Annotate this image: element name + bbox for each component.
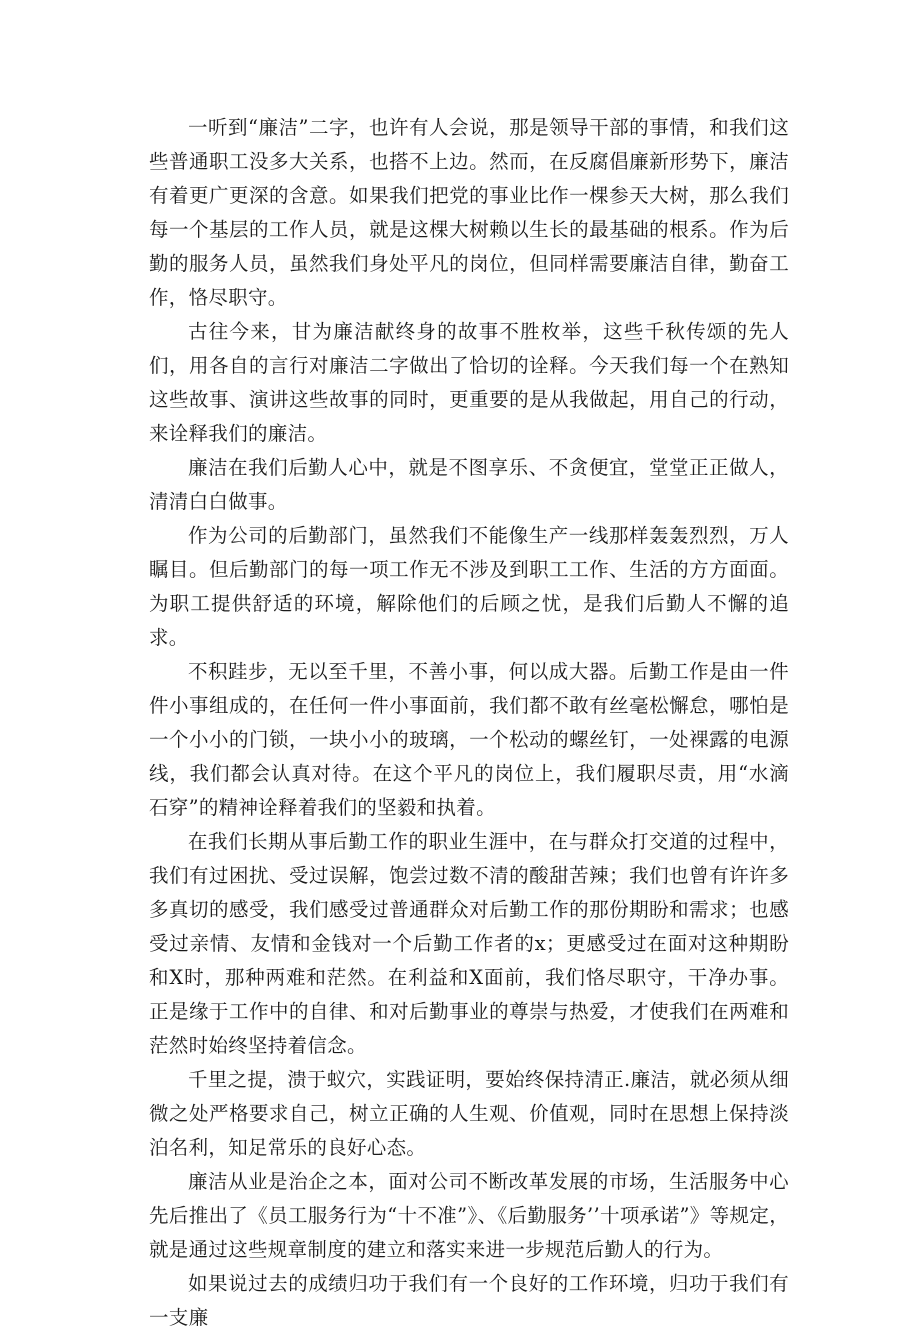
document-body bbox=[149, 111, 789, 1335]
paragraph-1: 一听到“廉洁”二字，也许有人会说，那是领导干部的事情，和我们这些普通职工没多大关系，也搭不上边。然而，在反腐倡廉新形势下，廉洁有着更广更深的含意。如果我们把党的事业比作一棵参天大树，那么我们每一个基层的工作人员，就是这棵大树赖以生长的最基础的根系。作为后勤的服务人员，虽然我们身处平凡的岗位，但同样需要廉洁自律，勤奋工作，恪尽职守。 bbox=[149, 116, 789, 309]
paragraph-5: 不积跬步，无以至千里，不善小事，何以成大器。后勤工作是由一件件小事组成的，在任何一件小事面前，我们都不敢有丝毫松懈怠，哪怕是一个小小的门锁，一块小小的玻璃，一个松动的螺丝钉，一处裸露的电源线，我们都会认真对待。在这个平凡的岗位上，我们履职尽责，用“水滴石穿”的精神诠释着我们的坚毅和执着。 bbox=[149, 660, 789, 819]
paragraph-7: 千里之提，溃于蚁穴，实践证明，要始终保持清正.廉洁，就必须从细微之处严格要求自己，树立正确的人生观、价值观，同时在思想上保持淡泊名利，知足常乐的良好心态。 bbox=[149, 1068, 789, 1159]
paragraph-8: 廉洁从业是治企之本，面对公司不断改革发展的市场，生活服务中心先后推出了《员工服务行为“十不准”》、《后勤服务’’十项承诺”》等规定，就是通过这些规章制度的建立和落实来进一步规范后勤人的行为。 bbox=[149, 1170, 789, 1261]
paragraph-6: 在我们长期从事后勤工作的职业生涯中，在与群众打交道的过程中，我们有过困扰、受过误解，饱尝过数不清的酸甜苦辣；我们也曾有许许多多真切的感受，我们感受过普通群众对后勤工作的那份期盼和需求；也感受过亲情、友情和金钱对一个后勤工作者的x；更感受过在面对这种期盼和X时，那种两难和茫然。在利益和X面前，我们恪尽职守，干净办事。正是缘于工作中的自律、和对后勤事业的尊崇与热爱，才使我们在两难和茫然时始终坚持着信念。 bbox=[149, 830, 789, 1057]
paragraph-3: 廉洁在我们后勤人心中，就是不图享乐、不贪便宜，堂堂正正做人，清清白白做事。 bbox=[149, 456, 789, 513]
paragraph-4: 作为公司的后勤部门，虽然我们不能像生产一线那样轰轰烈烈，万人瞩目。但后勤部门的每一项工作无不涉及到职工工作、生活的方方面面。为职工提供舒适的环境，解除他们的后顾之忧，是我们后勤人不懈的追求。 bbox=[149, 524, 789, 649]
paragraph-2: 古往今来，甘为廉洁献终身的故事不胜枚举，这些千秋传颂的先人们，用各自的言行对廉洁二字做出了恰切的诠释。今天我们每一个在熟知这些故事、演讲这些故事的同时，更重要的是从我做起，用自己的行动，来诠释我们的廉洁。 bbox=[149, 320, 789, 445]
paragraph-9: 如果说过去的成绩归功于我们有一个良好的工作环境，归功于我们有一支廉 bbox=[149, 1272, 789, 1329]
